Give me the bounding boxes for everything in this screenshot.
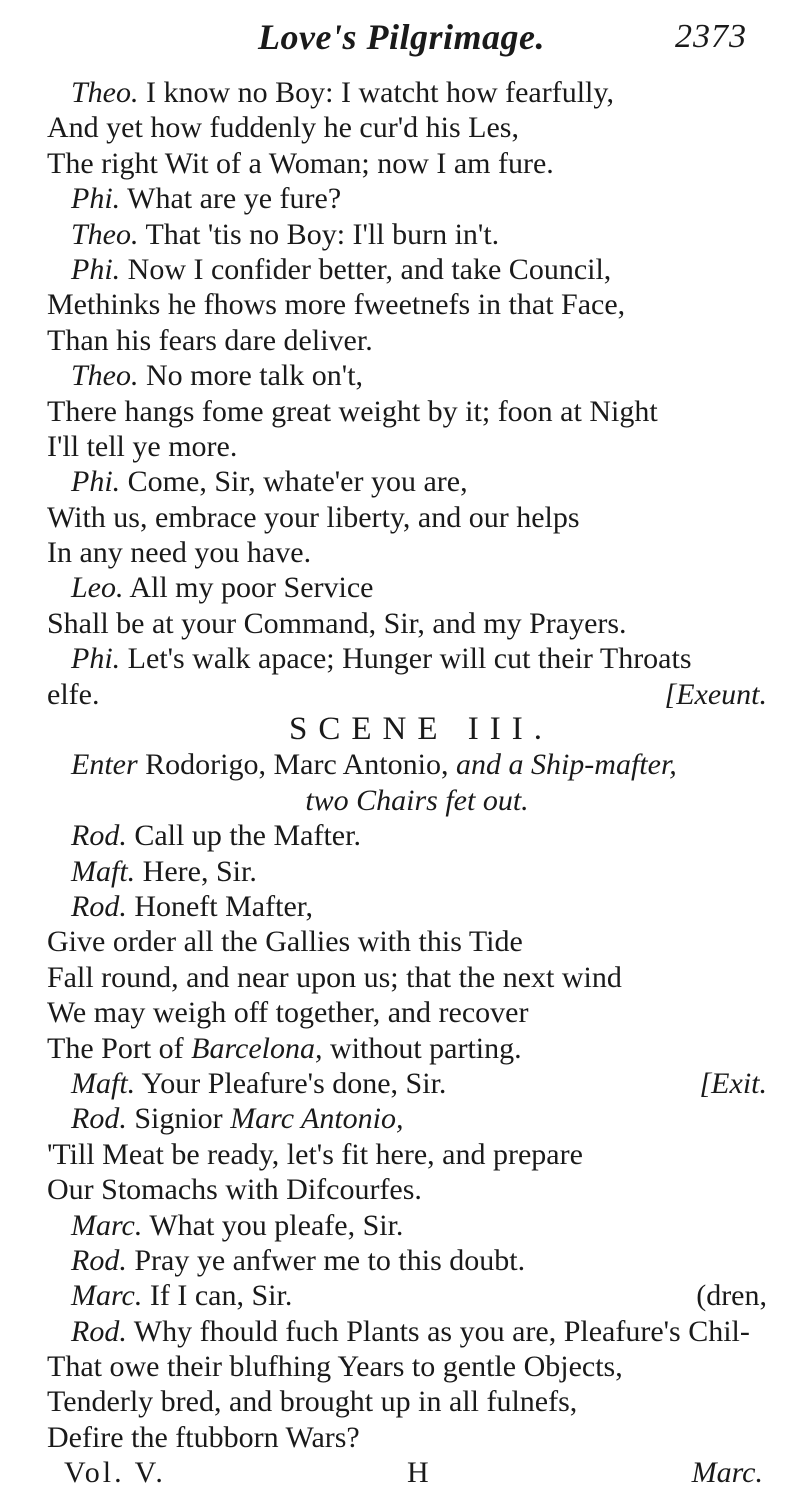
- speaker-name: Maft.: [71, 854, 136, 888]
- line-text: We may weigh off together, and recover: [47, 996, 529, 1030]
- line-text: If I can, Sir.: [142, 1279, 293, 1313]
- catchword: Marc.: [691, 1456, 763, 1490]
- line-text: In any need you have.: [47, 536, 312, 570]
- speaker-name: Theo.: [71, 217, 139, 251]
- text-line: [47, 429, 787, 464]
- line-text: Here, Sir.: [135, 854, 257, 888]
- text-line: [47, 995, 787, 1030]
- line-text: Fall round, and near upon us; that the next wind: [47, 960, 622, 994]
- line-text: Signior: [126, 1102, 223, 1136]
- speaker-name: Rod.: [71, 1102, 127, 1136]
- text-line: [47, 1172, 787, 1207]
- speaker-name: Phi.: [71, 252, 121, 286]
- text-line: [47, 1278, 787, 1313]
- speaker-name: Marc.: [71, 1279, 143, 1313]
- scene-heading: SCENE III.: [289, 711, 553, 748]
- line-text: Now I confider better, and take Council,: [120, 252, 612, 286]
- line-text: without parting.: [322, 1031, 522, 1065]
- text-line: [47, 146, 787, 181]
- speaker-name: Rod.: [71, 1314, 127, 1348]
- text-line: [47, 606, 787, 641]
- text-line: [47, 818, 787, 853]
- line-text: All my poor Service: [123, 571, 374, 605]
- speaker-name: Rod.: [71, 819, 127, 853]
- speaker-name: Theo.: [71, 76, 139, 109]
- text-line: [47, 1101, 787, 1136]
- line-text: Defire the ftubborn Wars?: [47, 1420, 360, 1454]
- speaker-name: Phi.: [71, 182, 121, 216]
- line-text: Why fhould fuch Plants as you are, Pleafure's Chil-: [126, 1314, 750, 1348]
- speaker-name: Marc.: [71, 1208, 143, 1242]
- line-text: Pray ye anfwer me to this doubt.: [126, 1243, 526, 1277]
- line-text: Our Stomachs with Difcourfes.: [47, 1173, 422, 1207]
- line-text: Let's walk apace; Hunger will cut their Throats: [120, 642, 692, 676]
- page-footer: [47, 1455, 787, 1490]
- text-line: [47, 1208, 787, 1243]
- text-line: [47, 747, 787, 782]
- text-line: [47, 570, 787, 605]
- volume-signature: Vol. V.: [64, 1456, 166, 1490]
- run-over-text: (dren,: [696, 1279, 767, 1313]
- line-text: Come, Sir, whate'er you are,: [120, 465, 468, 499]
- line-text: There hangs fome great weight by it; foon at Night: [47, 394, 658, 428]
- line-text: What are ye fure?: [120, 182, 342, 216]
- page-number: 2373: [675, 18, 747, 55]
- line-text: I know no Boy: I watcht how fearfully,: [138, 76, 614, 109]
- text-line: [47, 287, 787, 322]
- line-text: 'Till Meat be ready, let's fit here, and prepare: [47, 1137, 583, 1171]
- text-line: [47, 535, 787, 570]
- text-line: [47, 1420, 787, 1455]
- text-line: [47, 641, 787, 676]
- line-text: Your Pleafure's done, Sir.: [135, 1066, 447, 1100]
- line-text: Methinks he fhows more fweetnefs in that Face,: [47, 288, 626, 322]
- line-text: Call up the Mafter.: [126, 819, 361, 853]
- speaker-name: Leo.: [71, 571, 124, 605]
- stage-exit: [Exeunt.: [664, 677, 767, 711]
- speaker-name: Phi.: [71, 642, 121, 676]
- text-line: [47, 1314, 787, 1349]
- line-text: Than his fears dare deliver.: [47, 323, 373, 357]
- line-text: What you pleafe, Sir.: [142, 1208, 404, 1242]
- line-text: I'll tell ye more.: [47, 429, 238, 463]
- text-line: [47, 1384, 787, 1419]
- text-line: [47, 1031, 787, 1066]
- text-line: [47, 464, 787, 499]
- stage-exit: [Exit.: [699, 1066, 767, 1100]
- italic-text: Marc Antonio,: [222, 1102, 404, 1136]
- speaker-name: Theo.: [71, 359, 139, 393]
- speaker-name: Rod.: [71, 1243, 127, 1277]
- text-line: [47, 924, 787, 959]
- text-line: [47, 854, 787, 889]
- text-body: [47, 75, 787, 1490]
- text-line: [47, 960, 787, 995]
- stage-direction: two Chairs fet out.: [305, 783, 529, 817]
- text-line: [47, 394, 787, 429]
- text-line: [47, 181, 787, 216]
- line-text: The Port of: [47, 1031, 184, 1065]
- line-text: With us, embrace your liberty, and our helps: [47, 500, 580, 534]
- line-text: Give order all the Gallies with this Tide: [47, 925, 523, 959]
- text-line: [47, 217, 787, 252]
- line-text: The right Wit of a Woman; now I am fure.: [47, 146, 554, 180]
- text-line: [47, 323, 787, 358]
- text-line: [47, 889, 787, 924]
- text-line: [47, 1243, 787, 1278]
- page-header: [0, 14, 801, 64]
- line-text: And yet how fuddenly he cur'd his Les,: [47, 111, 519, 145]
- speaker-name: Rod.: [71, 889, 127, 923]
- italic-text: Barcelona,: [183, 1031, 323, 1065]
- line-text: That 'tis no Boy: I'll burn in't.: [138, 217, 500, 251]
- running-title: Love's Pilgrimage.: [258, 17, 545, 57]
- speaker-name: Maft.: [71, 1066, 136, 1100]
- text-line: [47, 110, 787, 145]
- text-line: [47, 1349, 787, 1384]
- text-line: [47, 677, 787, 712]
- signature-mark: H: [407, 1456, 429, 1490]
- italic-text: and a Ship-mafter,: [448, 748, 677, 782]
- text-line: [47, 75, 787, 110]
- text-line: [47, 1137, 787, 1172]
- speaker-name: Enter: [71, 748, 138, 782]
- line-text: That owe their blufhing Years to gentle Objects,: [47, 1350, 623, 1384]
- text-line: [47, 252, 787, 287]
- text-line: [47, 1066, 787, 1101]
- text-line: [47, 500, 787, 535]
- line-text: elfe.: [47, 677, 100, 711]
- line-text: Shall be at your Command, Sir, and my Prayers.: [47, 606, 627, 640]
- line-text: Honeft Mafter,: [126, 889, 314, 923]
- line-text: Rodorigo, Marc Antonio,: [137, 748, 449, 782]
- line-text: No more talk on't,: [138, 359, 364, 393]
- text-line: [47, 358, 787, 393]
- line-text: Tenderly bred, and brought up in all fulnefs,: [47, 1385, 578, 1419]
- speaker-name: Phi.: [71, 465, 121, 499]
